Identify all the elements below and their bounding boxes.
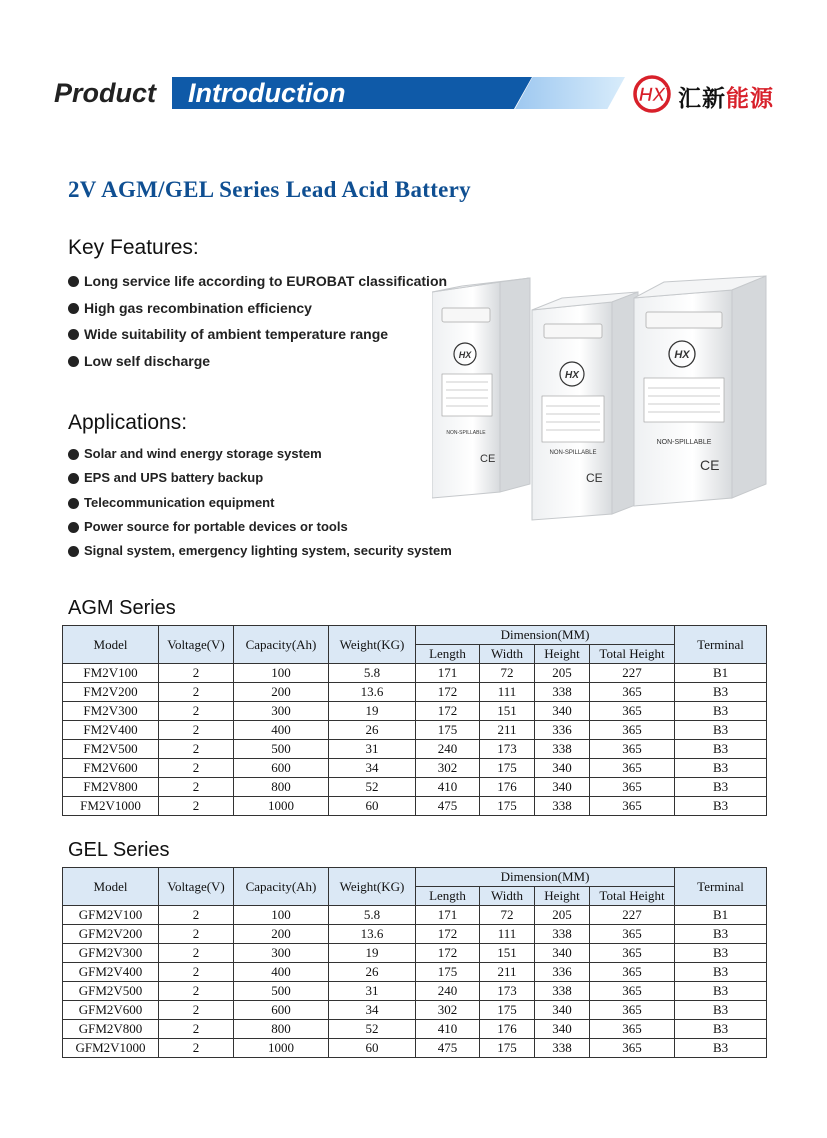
table-cell: 2 [159,664,234,683]
gel-series-heading: GEL Series [68,839,170,861]
table-cell: B3 [675,963,767,982]
table-cell: 475 [416,1039,480,1058]
list-item: EPS and UPS battery backup [68,470,452,494]
table-cell: 500 [234,982,329,1001]
table-cell: FM2V600 [63,759,159,778]
table-row [63,982,767,1001]
non-spillable-label: NON-SPILLABLE [656,439,712,446]
table-cell: 365 [590,702,675,721]
table-cell: 800 [234,1020,329,1039]
table-cell: 2 [159,925,234,944]
table-cell: 200 [234,683,329,702]
table-cell: 111 [480,683,535,702]
table-cell: 2 [159,778,234,797]
table-cell: 400 [234,721,329,740]
table-cell: 2 [159,906,234,925]
table-cell: FM2V300 [63,702,159,721]
list-item: Wide suitability of ambient temperature range [68,325,447,352]
table-cell: B3 [675,721,767,740]
header-length: Length [416,645,480,664]
gel-spec-table [62,867,767,1058]
table-cell: 365 [590,759,675,778]
table-cell: 336 [535,721,590,740]
table-cell: 171 [416,664,480,683]
table-cell: B3 [675,797,767,816]
table-cell: 340 [535,778,590,797]
table-cell: 400 [234,963,329,982]
table-cell: 365 [590,778,675,797]
header-model: Model [63,626,159,664]
table-cell: B3 [675,1020,767,1039]
header-dimension: Dimension(MM) [416,868,675,887]
battery-product-image [432,262,772,537]
agm-series-heading: AGM Series [68,597,176,619]
table-cell: 300 [234,944,329,963]
table-cell: 34 [329,759,416,778]
table-cell: 365 [590,925,675,944]
table-cell: 365 [590,1001,675,1020]
table-cell: 600 [234,759,329,778]
table-cell: FM2V800 [63,778,159,797]
table-cell: 31 [329,982,416,1001]
table-cell: 365 [590,982,675,1001]
table-row [63,740,767,759]
header-height: Height [535,645,590,664]
battery-middle [532,292,638,520]
table-cell: 200 [234,925,329,944]
battery-left [432,278,530,498]
banner-product-word: Product [54,78,157,108]
agm-table-body [63,664,767,816]
table-cell: B3 [675,683,767,702]
table-cell: 175 [480,1001,535,1020]
header-capacity: Capacity(Ah) [234,626,329,664]
header-weight: Weight(KG) [329,626,416,664]
table-cell: 2 [159,1001,234,1020]
table-cell: GFM2V800 [63,1020,159,1039]
table-cell: 2 [159,982,234,1001]
table-cell: B3 [675,759,767,778]
table-cell: 72 [480,906,535,925]
table-cell: GFM2V400 [63,963,159,982]
table-cell: 2 [159,683,234,702]
table-cell: 151 [480,702,535,721]
table-cell: 302 [416,759,480,778]
table-cell: B3 [675,1001,767,1020]
table-cell: 338 [535,982,590,1001]
table-cell: 365 [590,1039,675,1058]
table-cell: 175 [480,797,535,816]
list-item: Power source for portable devices or tools [68,519,452,543]
battery-brand-label: HX [565,370,579,381]
table-cell: 2 [159,944,234,963]
header-weight: Weight(KG) [329,868,416,906]
table-cell: 5.8 [329,664,416,683]
logo-text-black: 汇新 [678,86,726,112]
logo-company-name [678,80,774,113]
table-cell: 410 [416,778,480,797]
battery-brand-label: HX [458,350,472,360]
table-cell: 34 [329,1001,416,1020]
document-title: 2V AGM/GEL Series Lead Acid Battery [68,177,471,202]
key-features-heading: Key Features: [68,236,199,259]
table-cell: 100 [234,664,329,683]
table-row [63,702,767,721]
table-cell: B3 [675,778,767,797]
table-cell: 365 [590,721,675,740]
table-cell: 2 [159,797,234,816]
table-cell: 100 [234,906,329,925]
table-row [63,944,767,963]
table-cell: 13.6 [329,925,416,944]
header-capacity: Capacity(Ah) [234,868,329,906]
header-total-height: Total Height [590,887,675,906]
table-cell: 2 [159,1039,234,1058]
table-cell: 336 [535,963,590,982]
table-cell: 72 [480,664,535,683]
table-row [63,683,767,702]
table-cell: 172 [416,925,480,944]
header-total-height: Total Height [590,645,675,664]
table-cell: 340 [535,944,590,963]
banner-light-stripe [515,77,625,109]
table-cell: 340 [535,759,590,778]
table-cell: 365 [590,797,675,816]
table-cell: 19 [329,944,416,963]
table-cell: B3 [675,944,767,963]
table-cell: GFM2V600 [63,1001,159,1020]
header-length: Length [416,887,480,906]
table-cell: 173 [480,740,535,759]
applications-list [68,446,452,567]
header-voltage: Voltage(V) [159,626,234,664]
battery-brand-label: HX [674,349,690,361]
table-cell: GFM2V100 [63,906,159,925]
table-cell: GFM2V500 [63,982,159,1001]
company-logo [632,74,782,114]
gel-table-body [63,906,767,1058]
agm-spec-table [62,625,767,816]
table-cell: 19 [329,702,416,721]
header-width: Width [480,645,535,664]
table-cell: 475 [416,797,480,816]
list-item: Long service life according to EUROBAT classification [68,272,447,299]
table-cell: 2 [159,759,234,778]
header-dimension: Dimension(MM) [416,626,675,645]
table-row [63,759,767,778]
table-cell: 111 [480,925,535,944]
table-cell: 151 [480,944,535,963]
table-cell: 338 [535,683,590,702]
table-cell: 26 [329,963,416,982]
table-cell: 31 [329,740,416,759]
table-cell: 500 [234,740,329,759]
table-row [63,721,767,740]
table-cell: 211 [480,721,535,740]
table-row [63,1001,767,1020]
table-cell: 600 [234,1001,329,1020]
table-cell: 365 [590,683,675,702]
table-cell: 340 [535,702,590,721]
banner-introduction-word: Introduction [188,78,346,108]
table-cell: 176 [480,1020,535,1039]
table-cell: 240 [416,740,480,759]
applications-heading: Applications: [68,411,188,434]
table-cell: 1000 [234,797,329,816]
table-row [63,925,767,944]
header-height: Height [535,887,590,906]
table-row [63,1039,767,1058]
table-cell: FM2V500 [63,740,159,759]
header-width: Width [480,887,535,906]
table-cell: FM2V100 [63,664,159,683]
table-cell: 300 [234,702,329,721]
table-cell: 2 [159,963,234,982]
table-cell: 338 [535,1039,590,1058]
list-item: Solar and wind energy storage system [68,446,452,470]
table-cell: 340 [535,1020,590,1039]
table-cell: 175 [416,963,480,982]
table-cell: 365 [590,963,675,982]
table-cell: GFM2V1000 [63,1039,159,1058]
table-cell: B3 [675,925,767,944]
table-cell: 240 [416,982,480,1001]
table-cell: 365 [590,740,675,759]
table-cell: FM2V400 [63,721,159,740]
table-cell: 52 [329,1020,416,1039]
table-cell: 338 [535,740,590,759]
table-cell: 205 [535,664,590,683]
list-item: Signal system, emergency lighting system, security system [68,543,452,567]
header-banner [0,74,827,112]
table-cell: B3 [675,740,767,759]
table-row [63,797,767,816]
table-cell: 26 [329,721,416,740]
table-cell: 800 [234,778,329,797]
table-cell: 171 [416,906,480,925]
table-cell: B3 [675,982,767,1001]
svg-text:HX: HX [638,85,666,106]
table-row [63,664,767,683]
header-terminal: Terminal [675,868,767,906]
table-cell: 13.6 [329,683,416,702]
table-cell: 172 [416,683,480,702]
table-cell: 175 [480,759,535,778]
table-cell: 2 [159,702,234,721]
table-cell: 205 [535,906,590,925]
table-cell: GFM2V200 [63,925,159,944]
list-item: Low self discharge [68,352,447,379]
table-cell: 338 [535,925,590,944]
table-cell: 227 [590,906,675,925]
table-cell: 176 [480,778,535,797]
table-cell: 227 [590,664,675,683]
non-spillable-label: NON-SPILLABLE [446,430,486,436]
table-cell: 173 [480,982,535,1001]
ce-mark: CE [586,471,603,485]
ce-mark: CE [480,453,496,465]
table-cell: 5.8 [329,906,416,925]
table-cell: 172 [416,944,480,963]
table-cell: 340 [535,1001,590,1020]
hx-logo-icon [632,74,676,114]
table-cell: 1000 [234,1039,329,1058]
table-cell: FM2V1000 [63,797,159,816]
table-cell: 2 [159,1020,234,1039]
table-cell: 175 [480,1039,535,1058]
logo-text-red: 能源 [726,86,774,112]
table-cell: GFM2V300 [63,944,159,963]
table-cell: 52 [329,778,416,797]
table-row [63,906,767,925]
table-cell: 365 [590,944,675,963]
table-cell: 175 [416,721,480,740]
table-cell: B3 [675,1039,767,1058]
ce-mark: CE [700,457,720,473]
table-cell: 60 [329,1039,416,1058]
table-cell: 2 [159,740,234,759]
table-cell: 338 [535,797,590,816]
battery-right [634,276,766,506]
table-cell: B1 [675,906,767,925]
list-item: Telecommunication equipment [68,495,452,519]
list-item: High gas recombination efficiency [68,299,447,326]
table-cell: 172 [416,702,480,721]
table-cell: FM2V200 [63,683,159,702]
table-row [63,778,767,797]
table-cell: 365 [590,1020,675,1039]
header-terminal: Terminal [675,626,767,664]
table-cell: 60 [329,797,416,816]
table-row [63,963,767,982]
table-cell: 302 [416,1001,480,1020]
table-row [63,1020,767,1039]
non-spillable-label: NON-SPILLABLE [549,450,597,456]
header-voltage: Voltage(V) [159,868,234,906]
table-cell: 2 [159,721,234,740]
table-cell: 211 [480,963,535,982]
key-features-list [68,272,447,378]
table-cell: 410 [416,1020,480,1039]
table-cell: B1 [675,664,767,683]
table-cell: B3 [675,702,767,721]
header-model: Model [63,868,159,906]
